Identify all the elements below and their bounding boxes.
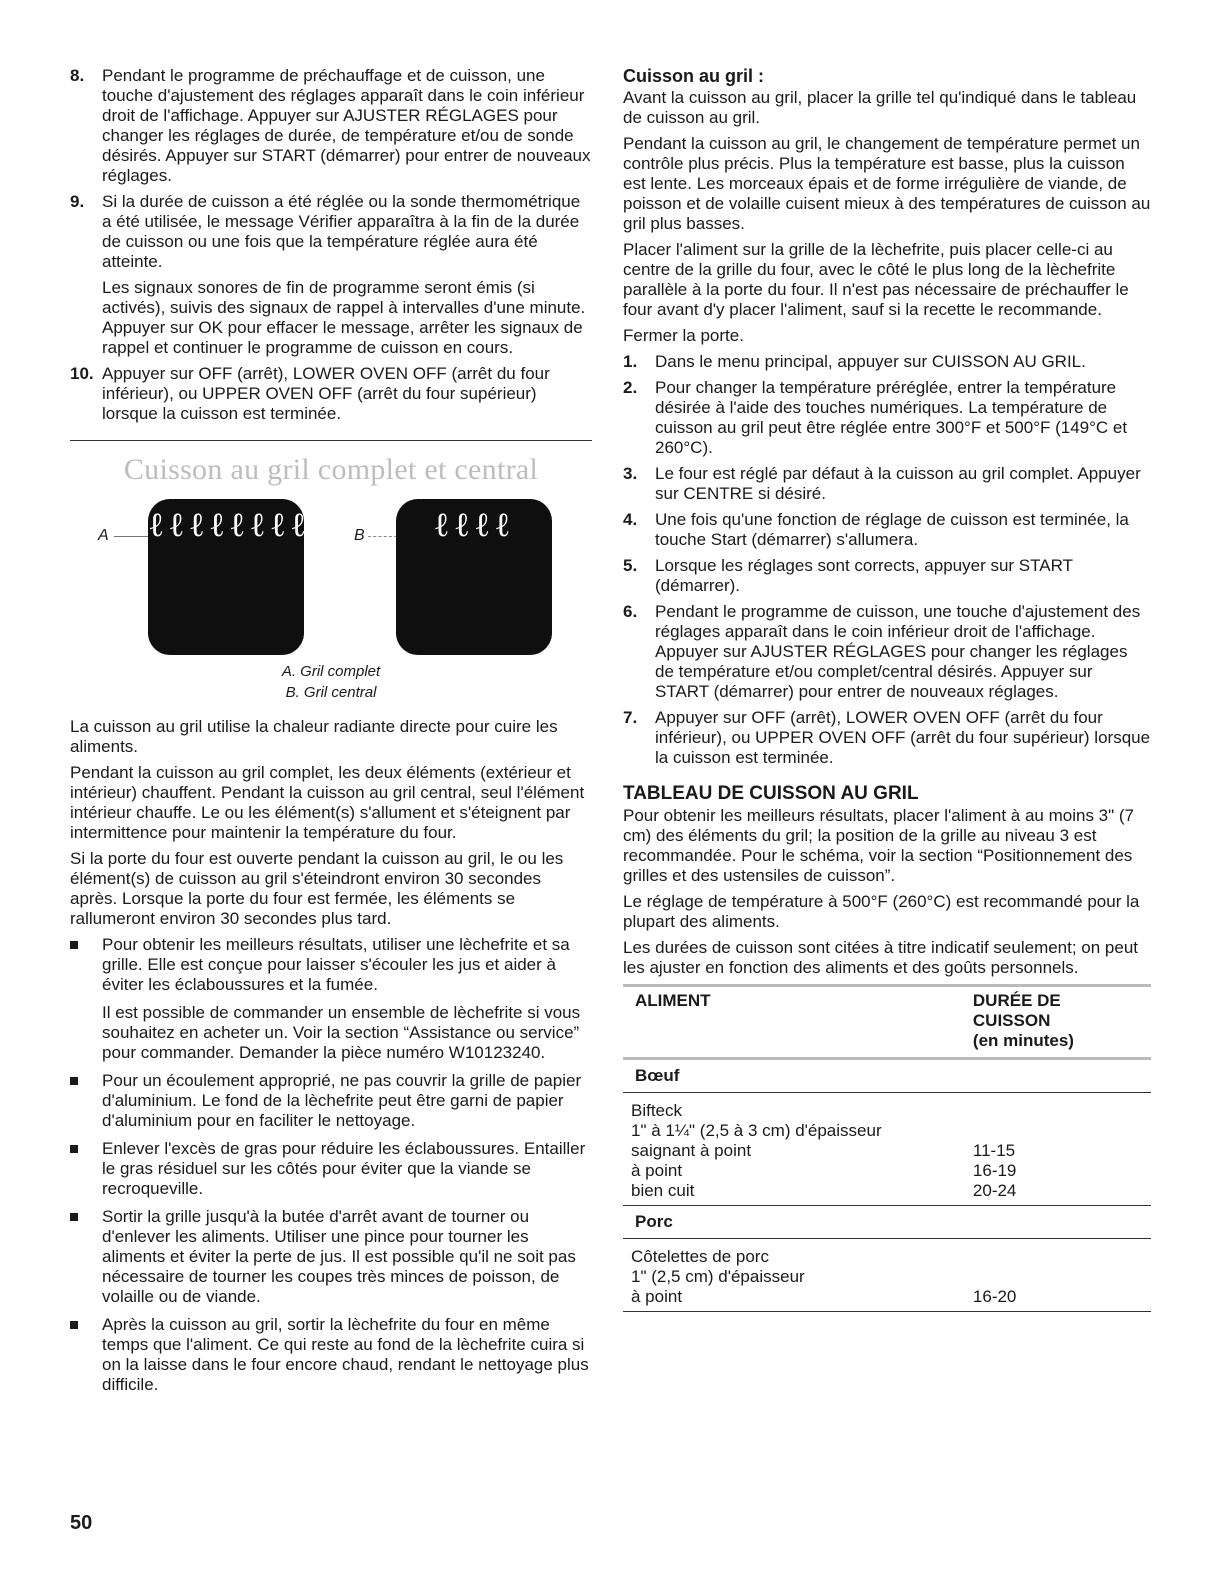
bullet-text: Après la cuisson au gril, sortir la lèchefrite du four en même temps que l'aliment. Ce qui reste au fond de la lèchefrite cuira si on la laisse dans le four encore chaud, rendant le nettoyage plus difficile. [102,1315,589,1394]
table-row [623,1093,1151,1206]
time-line: 11-15 [972,1141,1016,1160]
bullet-text: Pour obtenir les meilleurs résultats, utiliser une lèchefrite et sa grille. Elle est conçue pour laisser s'écouler les jus et aider à éviter les éclaboussures et la fumée. [102,935,570,994]
tips-list [70,935,592,1395]
table-header-row [623,986,1151,1059]
time-line: 16-19 [972,1161,1017,1180]
list-item [70,364,592,424]
bullet-text: Pour un écoulement approprié, ne pas couvrir la grille de papier d'aluminium. Le fond de la lèchefrite peut être garni de papier d'aluminium pour en faciliter le nettoyage. [102,1071,582,1130]
callout-label-a: A [98,527,109,544]
list-item [70,1207,592,1307]
bullet-square-icon [70,1321,78,1329]
food-line: saignant à point [631,1141,752,1160]
bullet-square-icon [70,1077,78,1085]
list-item [70,1139,592,1199]
list-item [623,708,1151,768]
paragraph: Placer l'aliment sur la grille de la lèchefrite, puis placer celle-ci au centre de la grille du four, avec le côté le plus long de la lèchefrite parallèle à la porte du four. Il n'est pas nécessaire de préchauffer le four avant d'y placer l'aliment, sauf si la recette le recommande. [623,240,1129,319]
broil-element-full-icon: ℓℓℓℓℓℓℓℓ [148,507,311,544]
step-number: 1. [623,352,638,371]
column-header-time-line: DURÉE DE [972,991,1061,1010]
food-line: à point [631,1287,683,1306]
food-cell [623,1239,961,1312]
food-line: à point [631,1161,683,1180]
list-item [623,378,1151,458]
column-header-time [961,986,1151,1059]
time-line: 16-20 [972,1287,1017,1306]
full-broil-oven-illustration [148,499,311,655]
step-text: Pour changer la température préréglée, entrer la température désirée à l'aide des touches numériques. La température de cuisson au gril peut être réglée entre 300°F et 500°F (149°C et 260°C). [655,378,1128,457]
step-number: 10. [70,364,94,383]
bullet-square-icon [70,941,78,949]
diagram-caption [70,661,592,703]
time-line [973,1101,1143,1121]
step-number: 3. [623,464,638,483]
list-item [623,352,1151,372]
bullet-text: Enlever l'excès de gras pour réduire les éclaboussures. Entailler le gras résiduel sur les côtés pour éviter que la viande se recroqueville. [102,1139,586,1198]
paragraph: Le réglage de température à 500°F (260°C) est recommandé pour la plupart des aliments. [623,892,1140,931]
time-line: 20-24 [972,1181,1017,1200]
paragraph: Si la porte du four est ouverte pendant la cuisson au gril, le ou les élément(s) de cuisson au gril s'éteindront environ 30 secondes après. Lorsque la porte du four est fermée, les éléments se rallumeront environ 30 secondes plus tard. [70,849,564,928]
step-number: 7. [623,708,638,727]
list-item [623,602,1151,702]
group-name: Porc [623,1206,1151,1239]
list-item [70,192,592,358]
time-line [973,1121,1143,1141]
list-item [70,935,592,1063]
column-header-time-line: CUISSON [972,1011,1051,1030]
broil-steps-list [623,352,1151,768]
broil-diagram [70,499,592,657]
paragraph: La cuisson au gril utilise la chaleur radiante directe pour cuire les aliments. [70,717,558,756]
bullet-square-icon [70,1145,78,1153]
food-line: 1" (2,5 cm) d'épaisseur [631,1267,805,1286]
section-divider [70,440,592,441]
diagram-title: Cuisson au gril complet et central [123,453,539,486]
table-group-row [623,1059,1151,1093]
step-number: 6. [623,602,638,621]
list-item [623,464,1151,504]
step-text: Pendant le programme de préchauffage et de cuisson, une touche d'ajustement des réglages apparaît dans le coin inférieur droit de l'affichage. Appuyer sur AJUSTER RÉGLAGES pour changer les réglages de durée, de température et/ou de sonde désirés. Appuyer sur START (démarrer) pour entrer de nouveaux réglages. [102,66,591,185]
step-text: Le four est réglé par défaut à la cuisson au gril complet. Appuyer sur CENTRE si désiré. [655,464,1141,503]
step-text: Appuyer sur OFF (arrêt), LOWER OVEN OFF (arrêt du four inférieur), ou UPPER OVEN OFF (arrêt du four supérieur) lorsque la cuisson est terminée. [102,364,550,423]
broil-chart-table [623,984,1151,1312]
time-line [973,1267,1143,1287]
list-item [623,510,1151,550]
step-text: Si la durée de cuisson a été réglée ou la sonde thermométrique a été utilisée, le message Vérifier apparaîtra à la fin de la durée de cuisson ou une fois que la température réglée aura été atteinte. [102,192,581,271]
paragraph: Avant la cuisson au gril, placer la grille tel qu'indiqué dans le tableau de cuisson au gril. [623,88,1137,127]
food-line: bien cuit [631,1181,695,1200]
left-column [70,66,592,1403]
page-number: 50 [70,1512,93,1534]
step-number: 9. [70,192,85,211]
food-line: 1" à 1¼" (2,5 à 3 cm) d'épaisseur [631,1121,882,1140]
caption-a: A. Gril complet [281,663,381,680]
table-section-heading: TABLEAU DE CUISSON AU GRIL [623,783,919,804]
list-item [70,1071,592,1131]
paragraph: Pendant la cuisson au gril, le changement de température permet un contrôle plus précis. Plus la température est basse, plus la cuisson est lente. Les morceaux épais et de forme irrégulière de viande, de poisson et de volaille cuisent mieux à des températures de cuisson au gril plus basses. [623,134,1151,233]
time-line [973,1247,1143,1267]
bullet-subtext: Il est possible de commander un ensemble de lèchefrite si vous souhaitez en acheter un. Voir la section “Assistance ou service” pour commander. Demander la pièce numéro W10123240. [102,1003,581,1062]
food-cell [623,1093,961,1206]
food-line: Bifteck [631,1101,683,1120]
column-header-food: ALIMENT [635,991,711,1010]
section-heading: Cuisson au gril : [623,66,765,86]
callout-label-b: B [354,527,365,544]
food-line: Côtelettes de porc [631,1247,769,1266]
paragraph: Fermer la porte. [623,326,744,345]
step-text: Dans le menu principal, appuyer sur CUISSON AU GRIL. [655,352,1086,371]
step-number: 4. [623,510,638,529]
step-subtext: Les signaux sonores de fin de programme seront émis (si activés), suivis des signaux de rappel à intervalles d'une minute. Appuyer sur OK pour effacer le message, arrêter les signaux de rappel et continuer le programme de cuisson en cours. [102,278,586,357]
paragraph: Pendant la cuisson au gril complet, les deux éléments (extérieur et intérieur) chauffent. Pendant la cuisson au gril central, seul l'élément intérieur chauffe. Le ou les élément(s) s'allument et s'éteignent par intermittence pour maintenir la température du four. [70,763,585,842]
group-name: Bœuf [623,1059,1151,1093]
step-list-continued [70,66,592,424]
broil-element-center-icon: ℓℓℓℓ [433,507,515,544]
step-number: 2. [623,378,638,397]
center-broil-oven-illustration [396,499,552,655]
list-item [623,556,1151,596]
paragraph: Pour obtenir les meilleurs résultats, placer l'aliment à au moins 3" (7 cm) des éléments du gril; la position de la grille au niveau 3 est recommandée. Pour le schéma, voir la section “Positionnement des grilles et des ustensiles de cuisson”. [623,806,1135,885]
paragraph: Les durées de cuisson sont citées à titre indicatif seulement; on peut les ajuster en fonction des aliments et des goûts personnels. [623,938,1139,977]
step-number: 5. [623,556,638,575]
time-cell [961,1239,1151,1312]
list-item [70,1315,592,1395]
step-text: Appuyer sur OFF (arrêt), LOWER OVEN OFF (arrêt du four inférieur), ou UPPER OVEN OFF (arrêt du four supérieur) lorsque la cuisson est terminée. [655,708,1151,767]
step-number: 8. [70,66,85,85]
bullet-square-icon [70,1213,78,1221]
table-row [623,1239,1151,1312]
time-cell [961,1093,1151,1206]
column-header-time-line: (en minutes) [972,1031,1074,1050]
table-group-row [623,1206,1151,1239]
step-text: Lorsque les réglages sont corrects, appuyer sur START (démarrer). [655,556,1073,595]
list-item [70,66,592,186]
right-column [623,66,1151,1312]
step-text: Une fois qu'une fonction de réglage de cuisson est terminée, la touche Start (démarrer) s'allumera. [655,510,1129,549]
bullet-text: Sortir la grille jusqu'à la butée d'arrêt avant de tourner ou d'enlever les aliments. Utiliser une pince pour tourner les aliments et éviter la perte de jus. Il est possible qu'il ne soit pas nécessaire de tourner les coupes très minces de poisson, de volaille ou de viande. [102,1207,576,1306]
step-text: Pendant le programme de cuisson, une touche d'ajustement des réglages apparaît dans le coin inférieur droit de l'affichage. Appuyer sur AJUSTER RÉGLAGES pour changer les réglages de température et/ou complet/central désirés. Appuyer sur START (démarrer) pour entrer de nouveaux réglages. [655,602,1141,701]
caption-b: B. Gril central [285,684,377,701]
